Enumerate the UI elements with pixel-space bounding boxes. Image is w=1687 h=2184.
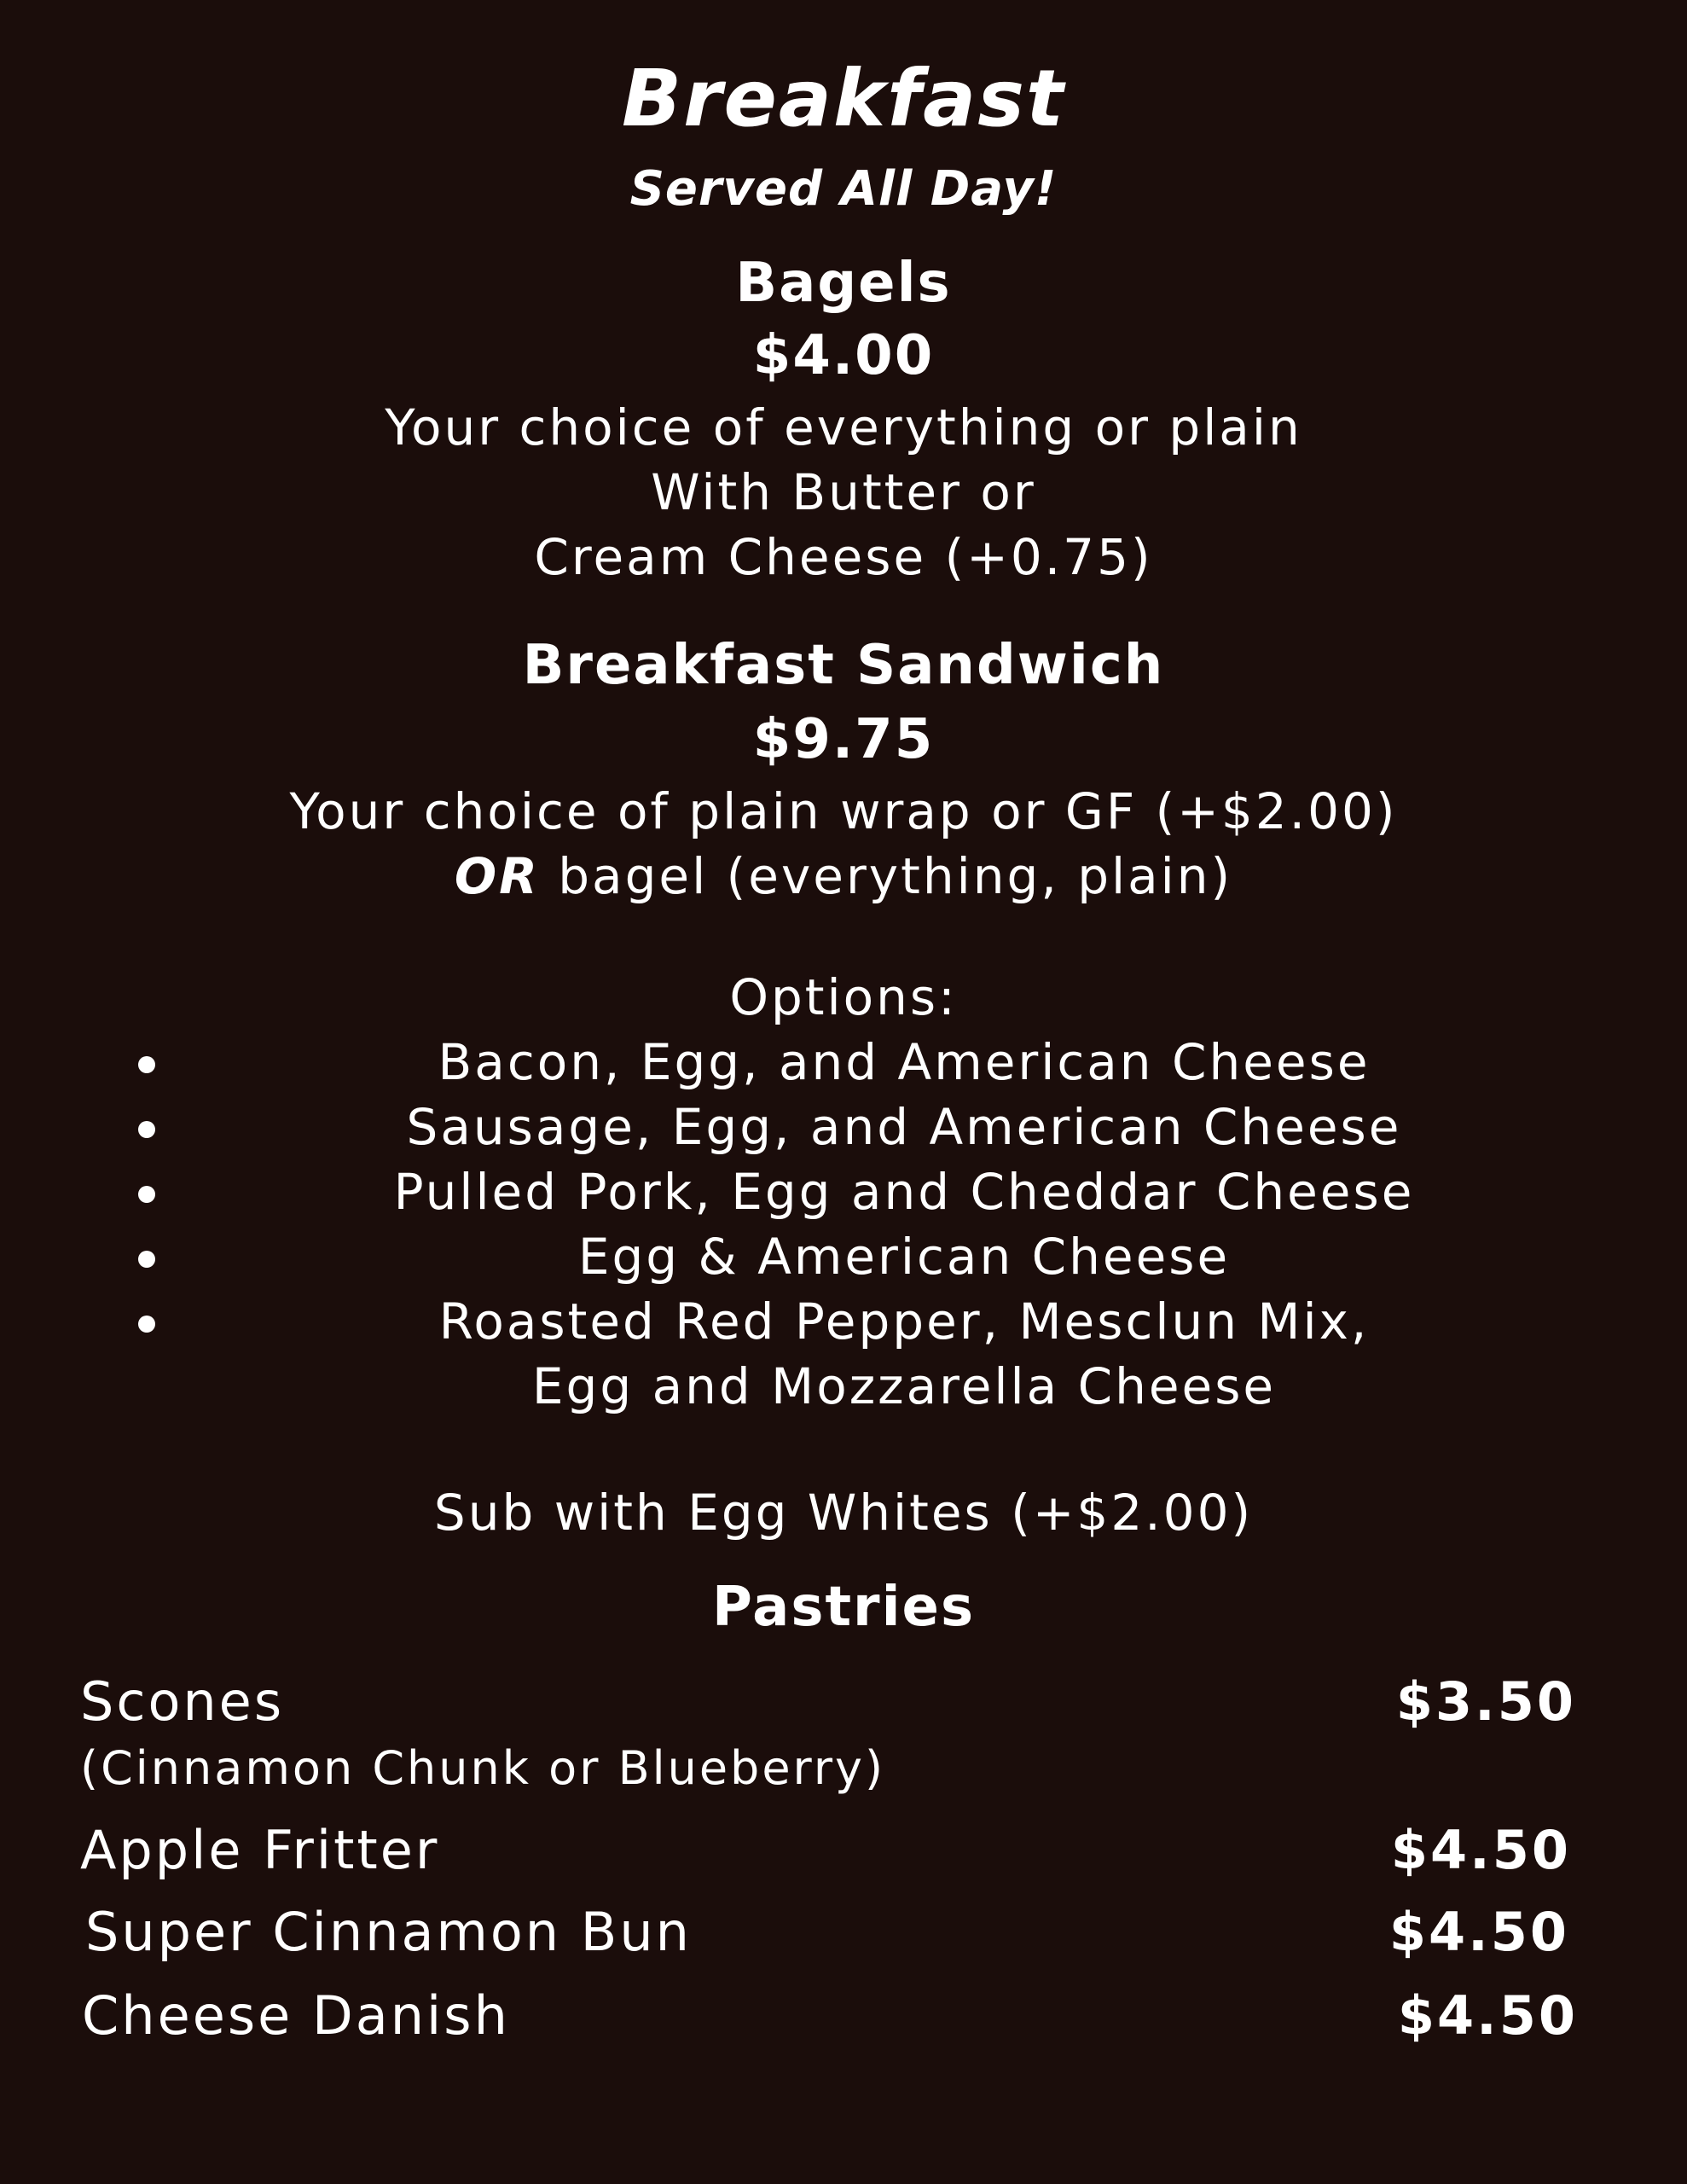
bullet-dot-icon xyxy=(138,1186,155,1203)
bullet-dot-icon xyxy=(138,1316,155,1333)
sandwich-desc-line-2-rest: bagel (everything, plain) xyxy=(539,847,1233,905)
bullet-dot-icon xyxy=(138,1056,155,1073)
bullet-dot-icon xyxy=(138,1251,155,1268)
pastry-name: Super Cinnamon Bun xyxy=(85,1901,692,1963)
option-text: Roasted Red Pepper, Mesclun Mix, xyxy=(438,1292,1370,1350)
option-text: Egg & American Cheese xyxy=(577,1228,1231,1286)
bagels-desc-line-2: With Butter or xyxy=(651,463,1036,521)
option-text-continued: Egg and Mozzarella Cheese xyxy=(531,1357,1277,1415)
pastry-price: $4.50 xyxy=(1388,1901,1569,1963)
bagels-heading: Bagels xyxy=(735,252,952,315)
or-emphasis: OR xyxy=(454,847,540,905)
sandwich-price: $9.75 xyxy=(752,708,935,771)
pastry-name: Scones xyxy=(80,1670,285,1733)
bagels-desc-line-1: Your choice of everything or plain xyxy=(385,398,1302,456)
pastry-name: Apple Fritter xyxy=(80,1819,440,1881)
sandwich-heading: Breakfast Sandwich xyxy=(522,634,1165,697)
option-text: Pulled Pork, Egg and Cheddar Cheese xyxy=(393,1163,1415,1221)
options-label: Options: xyxy=(729,968,958,1026)
menu-subtitle: Served All Day! xyxy=(629,161,1058,217)
bullet-dot-icon xyxy=(138,1121,155,1138)
pastry-price: $4.50 xyxy=(1390,1819,1571,1881)
pastry-price: $4.50 xyxy=(1397,1984,1578,2047)
pastry-variant: (Cinnamon Chunk or Blueberry) xyxy=(80,1741,886,1795)
egg-whites-note: Sub with Egg Whites (+$2.00) xyxy=(433,1484,1254,1542)
bagels-desc-line-3: Cream Cheese (+0.75) xyxy=(534,528,1153,586)
menu-title: Breakfast xyxy=(621,53,1065,144)
bagels-price: $4.00 xyxy=(752,324,935,387)
option-text: Sausage, Egg, and American Cheese xyxy=(406,1098,1402,1156)
sandwich-desc-line-1: Your choice of plain wrap or GF (+$2.00) xyxy=(289,782,1398,840)
pastry-name: Cheese Danish xyxy=(82,1984,510,2047)
pastry-price: $3.50 xyxy=(1395,1670,1576,1733)
sandwich-desc-line-2 xyxy=(0,847,1687,905)
option-text: Bacon, Egg, and American Cheese xyxy=(438,1033,1371,1091)
pastries-heading: Pastries xyxy=(711,1576,976,1639)
